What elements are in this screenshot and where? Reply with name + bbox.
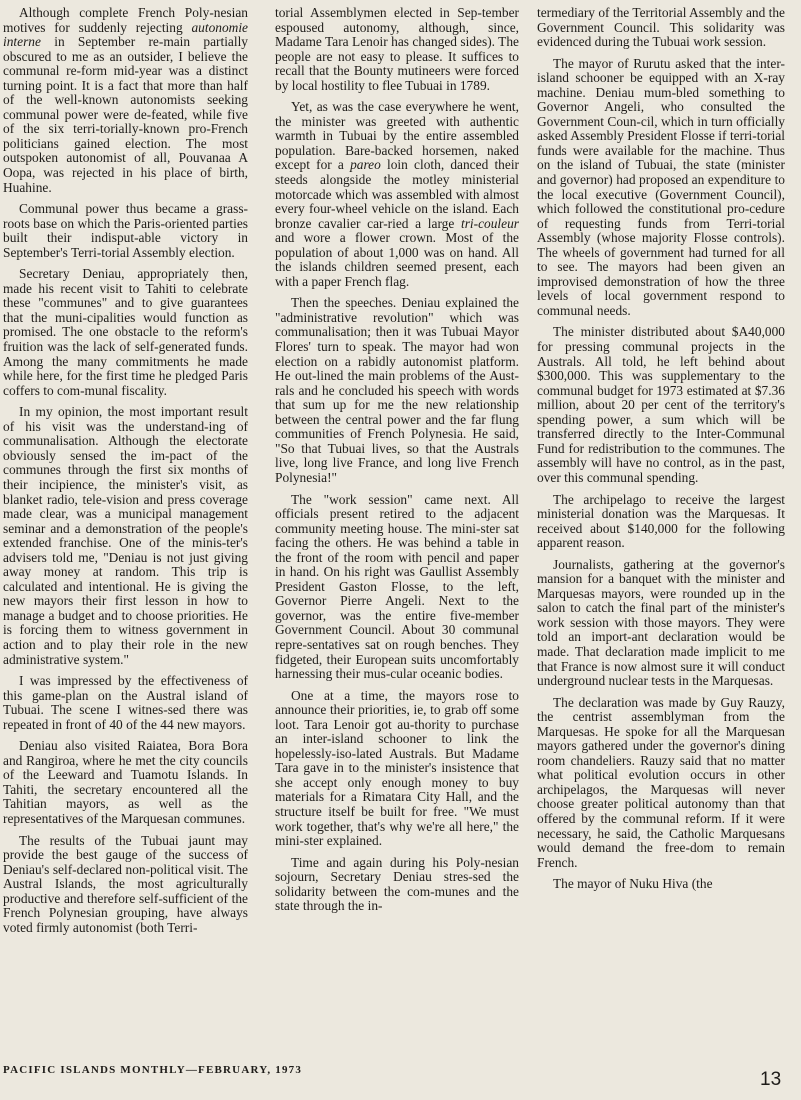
text-run: The mayor of Nuku Hiva (the xyxy=(553,876,713,892)
text-run: in September re-main partially obscured to me as an outsider, I believe the communal re-form mid-year was a distinct turning point. It is a fact that more than half of the well-known autonomists seeking communal power were de-feated, while five of the six terri-torially-known pro-French politicians gained election. The most outspoken autonomist of all, Pouvanaa A Oopa, was rejected in his place of birth, Huahine. xyxy=(3,34,248,195)
paragraph xyxy=(3,6,248,195)
text-run: The minister distributed about $A40,000 for pressing communal projects in the Australs. All told, he left behind about $300,000. This was supplementary to the communal budget for 1973 estimated at $7.36 million, about 20 per cent of the territory's spending power, a sum which will be transferred directly to the Inter-Communal Fund for redistribution to the communes. The assembly will have no control, as in the past, over this communal spending. xyxy=(537,324,785,485)
paragraph xyxy=(3,405,248,667)
paragraph xyxy=(275,6,519,93)
paragraph xyxy=(275,100,519,289)
text-run: Time and again during his Poly-nesian sojourn, Secretary Deniau stres-sed the solidarity between the com-munes and the state through the in- xyxy=(275,854,519,914)
publication-footer: PACIFIC ISLANDS MONTHLY—FEBRUARY, 1973 xyxy=(3,1064,303,1076)
paragraph xyxy=(537,558,785,689)
paragraph xyxy=(275,493,519,682)
text-run: torial Assemblymen elected in Sep-tember espoused autonomy, although, since, Madame Tara Lenoir has changed sides). The people are not easy to please. It suffices to recall that the Bounty mutineers were forced by local hostility to flee Tubuai in 1789. xyxy=(275,5,519,93)
paragraph xyxy=(275,689,519,849)
italic-term: pareo xyxy=(350,157,381,173)
text-run: loin cloth, danced their steeds alongside the motley ministerial motorcade which was assembled with almost every four-wheel vehicle on the island. Each bronze cavalier car-ried a large xyxy=(275,157,519,231)
italic-term: autonomie interne xyxy=(3,19,248,50)
text-run: Deniau also visited Raiatea, Bora Bora and Rangiroa, where he met the city councils of the Leeward and Tuamotu Islands. In Tahiti, the secretary encountered all the Tahitian mayors, as well as the representatives of the Marquesan communes. xyxy=(3,738,248,826)
paragraph xyxy=(537,493,785,551)
paragraph xyxy=(537,325,785,485)
text-run: The mayor of Rurutu asked that the inter-island schooner be equipped with an X-ray machine. Deniau mum-bled something to Governor Angeli, who consulted the Government Coun-cil, which in turn officially asked Assembly President Flosse if terri-torial funds were available for the machine. Thus on the island of Tubuai, the state (minister and governor) had proposed an expenditure to the local executive (Government Council), which followed the constitutional pro-cedure of requesting funds from Terri-torial Assembly (whose majority Flosse controls). The wheels of government had turned for all to see. The mayors had been given an improvised demonstration of how the three levels of local government respond to communal needs. xyxy=(537,55,785,318)
text-run: Communal power thus became a grass-roots base on which the Paris-oriented parties built their indisput-able victory in September's Terri-torial Assembly election. xyxy=(3,201,248,260)
text-run: The declaration was made by Guy Rauzy, the centrist assemblyman from the Marquesas. He spoke for all the Marquesan mayors gathered under the governor's dining room chandeliers. Rauzy said that no matter what political evolution occurs in other archipelagos, the Marquesas will never choose greater political autonomy than that offered by the communal reform. If it were necessary, he said, the Catholic Marquesans would demand the free-dom to remain French. xyxy=(537,694,785,870)
paragraph xyxy=(3,202,248,260)
paragraph xyxy=(3,267,248,398)
text-run: Yet, as was the case everywhere he went, the minister was greeted with authentic warmth in Tubuai by the entire assembled population. Bare-backed horsemen, naked except for a xyxy=(275,99,519,173)
text-run: The results of the Tubuai jaunt may provide the best gauge of the success of Deniau's self-declared non-political visit. The Austral Islands, the most agriculturally productive and therefore self-sufficient of the French Polynesian grouping, have always voted firmly autonomist (both Terri- xyxy=(3,832,248,935)
text-run: Journalists, gathering at the governor's mansion for a banquet with the minister and Marquesas mayors, were rounded up in the salon to catch the final part of the minister's work session with those mayors. They were told an import-ant declaration would be made. That declaration made implicit to me that France is now almost sure it will conduct underground nuclear tests in the Marquesas. xyxy=(537,556,785,689)
text-run: I was impressed by the effectiveness of this game-plan on the Austral island of Tubuai. The scene I witnes-sed there was repeated in front of 40 of the 44 new mayors. xyxy=(3,673,248,732)
text-run: termediary of the Territorial Assembly and the Government Council. This solidarity was evidenced during the Tubuai work session. xyxy=(537,5,785,50)
text-column-1 xyxy=(3,6,248,935)
text-run: In my opinion, the most important result of his visit was the understand-ing of communalisation. Although the electorate obviously sensed the im-pact of the communes through the first six months of their incipience, the minister's visit, as blanket radio, tele-vision and press coverage made clear, was a municipal management seminar and a demonstration of the people's extended franchise. One of the minis-ter's advisers told me, "Deniau is not just giving away money at random. This trip is calculated and intentional. He is giving the new mayors their first lesson in how to manage a budget and to choose priorities. He is forcing them to witness government in action and to play their role in the new administrative system." xyxy=(3,404,248,667)
text-column-3 xyxy=(537,6,785,892)
text-run: One at a time, the mayors rose to announce their priorities, ie, to grab off some loot. Tara Lenoir got au-thority to purchase an inter-island schooner to link the hopelessly-iso-lated Australs. But Madame Tara gave in to the minister's insistence that she accept only enough money to buy materials for a Rimatara City Hall, and the structure itself be built for free. "We must work together, that's why we're all here," the mini-ster explained. xyxy=(275,687,519,849)
paragraph xyxy=(537,6,785,50)
paragraph xyxy=(275,296,519,485)
text-run: The "work session" came next. All officials present retired to the adjacent community meeting house. The mini-ster sat facing the others. He was behind a table in the front of the room with pencil and paper in hand. On his right was Gaullist Assembly President Gaston Flosse, to the left, Governor Pierre Angeli. Next to the governor, was the entire five-member Government Council. About 30 communal repre-sentatives sat on rough benches. They fidgeted, their European suits uncomfortably harnessing their mus-cular oceanic bodies. xyxy=(275,491,519,682)
paragraph xyxy=(3,834,248,936)
text-run: Although complete French Poly-nesian motives for suddenly rejecting xyxy=(3,5,248,35)
text-run: Secretary Deniau, appropriately then, made his recent visit to Tahiti to celebrate these "communes" and to give guarantees that the muni-cipalities would function as promised. The one obstacle to the reform's fruition was the lack of self-generated funds. Among the many commitments he made while here, for the first time he pledged Paris coffers to com-munal fiscality. xyxy=(3,266,248,398)
text-column-2 xyxy=(275,6,519,914)
page-number: 13 xyxy=(760,1069,782,1090)
text-run: Then the speeches. Deniau explained the "administrative revolution" which was communalisation; then it was Tubuai Mayor Flores' turn to speak. The mayor had won election on a rabidly autonomist platform. He out-lined the main problems of the Aust-rals and he concluded his speech with words that sum up for me the new relationship between the central power and the far flung communities of French Polynesia. He said, "So that Tubuai lives, so that the Australs live, long live France, and long live French Polynesia!" xyxy=(275,295,519,485)
paragraph xyxy=(537,696,785,871)
paragraph xyxy=(3,674,248,732)
paragraph xyxy=(537,57,785,319)
text-run: and wore a flower crown. Most of the population of about 1,000 was on hand. All the islands children seemed present, each with a paper French flag. xyxy=(275,230,519,289)
paragraph xyxy=(275,856,519,914)
text-run: The archipelago to receive the largest ministerial donation was the Marquesas. It received about $140,000 for the following apparent reason. xyxy=(537,491,785,551)
italic-term: tri-couleur xyxy=(460,215,519,231)
paragraph xyxy=(3,739,248,826)
paragraph xyxy=(537,877,785,892)
